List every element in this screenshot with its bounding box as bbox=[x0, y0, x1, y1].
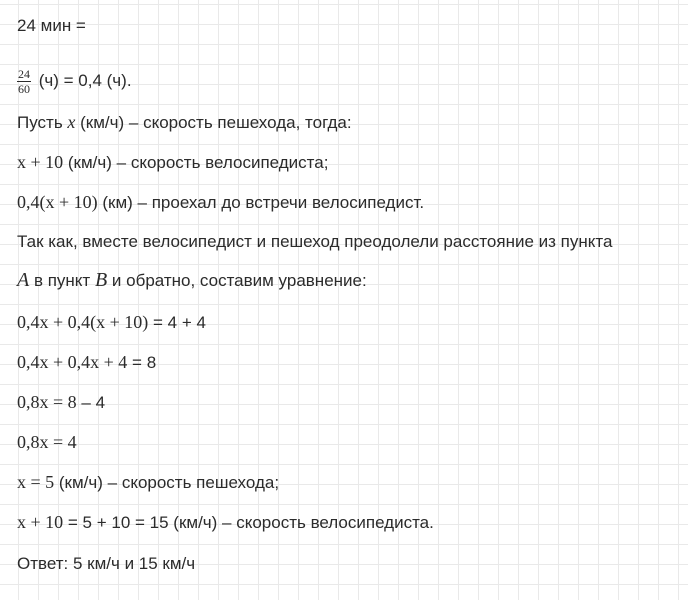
line-12 bbox=[17, 470, 279, 495]
point-a: A bbox=[17, 269, 30, 291]
line-9 bbox=[17, 350, 156, 375]
line-7 bbox=[17, 268, 367, 293]
line-8 bbox=[17, 310, 206, 335]
fraction bbox=[17, 68, 31, 95]
line-3-pre: Пусть bbox=[17, 113, 63, 132]
line-10-math: 0,8x = 8 bbox=[17, 392, 77, 412]
line-14 bbox=[17, 552, 195, 576]
line-9-text: = 8 bbox=[132, 353, 157, 372]
line-8-math: 0,4x + 0,4(x + 10) bbox=[17, 312, 149, 332]
line-13-text: = 5 + 10 = 15 (км/ч) – скорость велосипедиста. bbox=[67, 513, 434, 532]
line-4-text: (км/ч) – скорость велосипедиста; bbox=[67, 153, 329, 172]
line-9-math: 0,4x + 0,4x + 4 bbox=[17, 352, 128, 372]
line-5-text: (км) – проехал до встречи велосипедист. bbox=[102, 193, 425, 212]
line-4 bbox=[17, 150, 328, 175]
fraction-numerator: 24 bbox=[18, 67, 30, 81]
line-10-text: – 4 bbox=[81, 393, 106, 412]
answer-text: Ответ: 5 км/ч и 15 км/ч bbox=[17, 554, 196, 573]
line-3-post: (км/ч) – скорость пешехода, тогда: bbox=[80, 113, 352, 132]
line-11-math: 0,8x = 4 bbox=[17, 432, 77, 452]
point-b: B bbox=[94, 269, 108, 291]
line-5-math: 0,4(x + 10) bbox=[17, 192, 98, 212]
line-13 bbox=[17, 510, 434, 535]
line-8-text: = 4 + 4 bbox=[153, 313, 206, 332]
fraction-denominator: 60 bbox=[18, 82, 30, 96]
line-3 bbox=[17, 110, 352, 135]
line-6 bbox=[17, 230, 612, 254]
line-6-text: Так как, вместе велосипедист и пешеход преодолели расстояние из пункта bbox=[17, 232, 613, 251]
line-2-text: (ч) = 0,4 (ч). bbox=[38, 70, 132, 90]
line-5 bbox=[17, 190, 424, 215]
line-2 bbox=[17, 68, 132, 95]
line-13-math: x + 10 bbox=[17, 512, 64, 532]
line-11 bbox=[17, 430, 77, 455]
line-7-text: и обратно, составим уравнение: bbox=[111, 271, 367, 290]
line-4-math: x + 10 bbox=[17, 152, 64, 172]
line-12-text: (км/ч) – скорость пешехода; bbox=[58, 473, 280, 492]
line-12-math: x = 5 bbox=[17, 472, 55, 492]
line-7-mid: в пункт bbox=[33, 271, 91, 290]
line-1-text: 24 мин = bbox=[17, 16, 86, 35]
line-10 bbox=[17, 390, 105, 415]
variable-x: x bbox=[67, 112, 76, 132]
line-1 bbox=[17, 14, 86, 38]
